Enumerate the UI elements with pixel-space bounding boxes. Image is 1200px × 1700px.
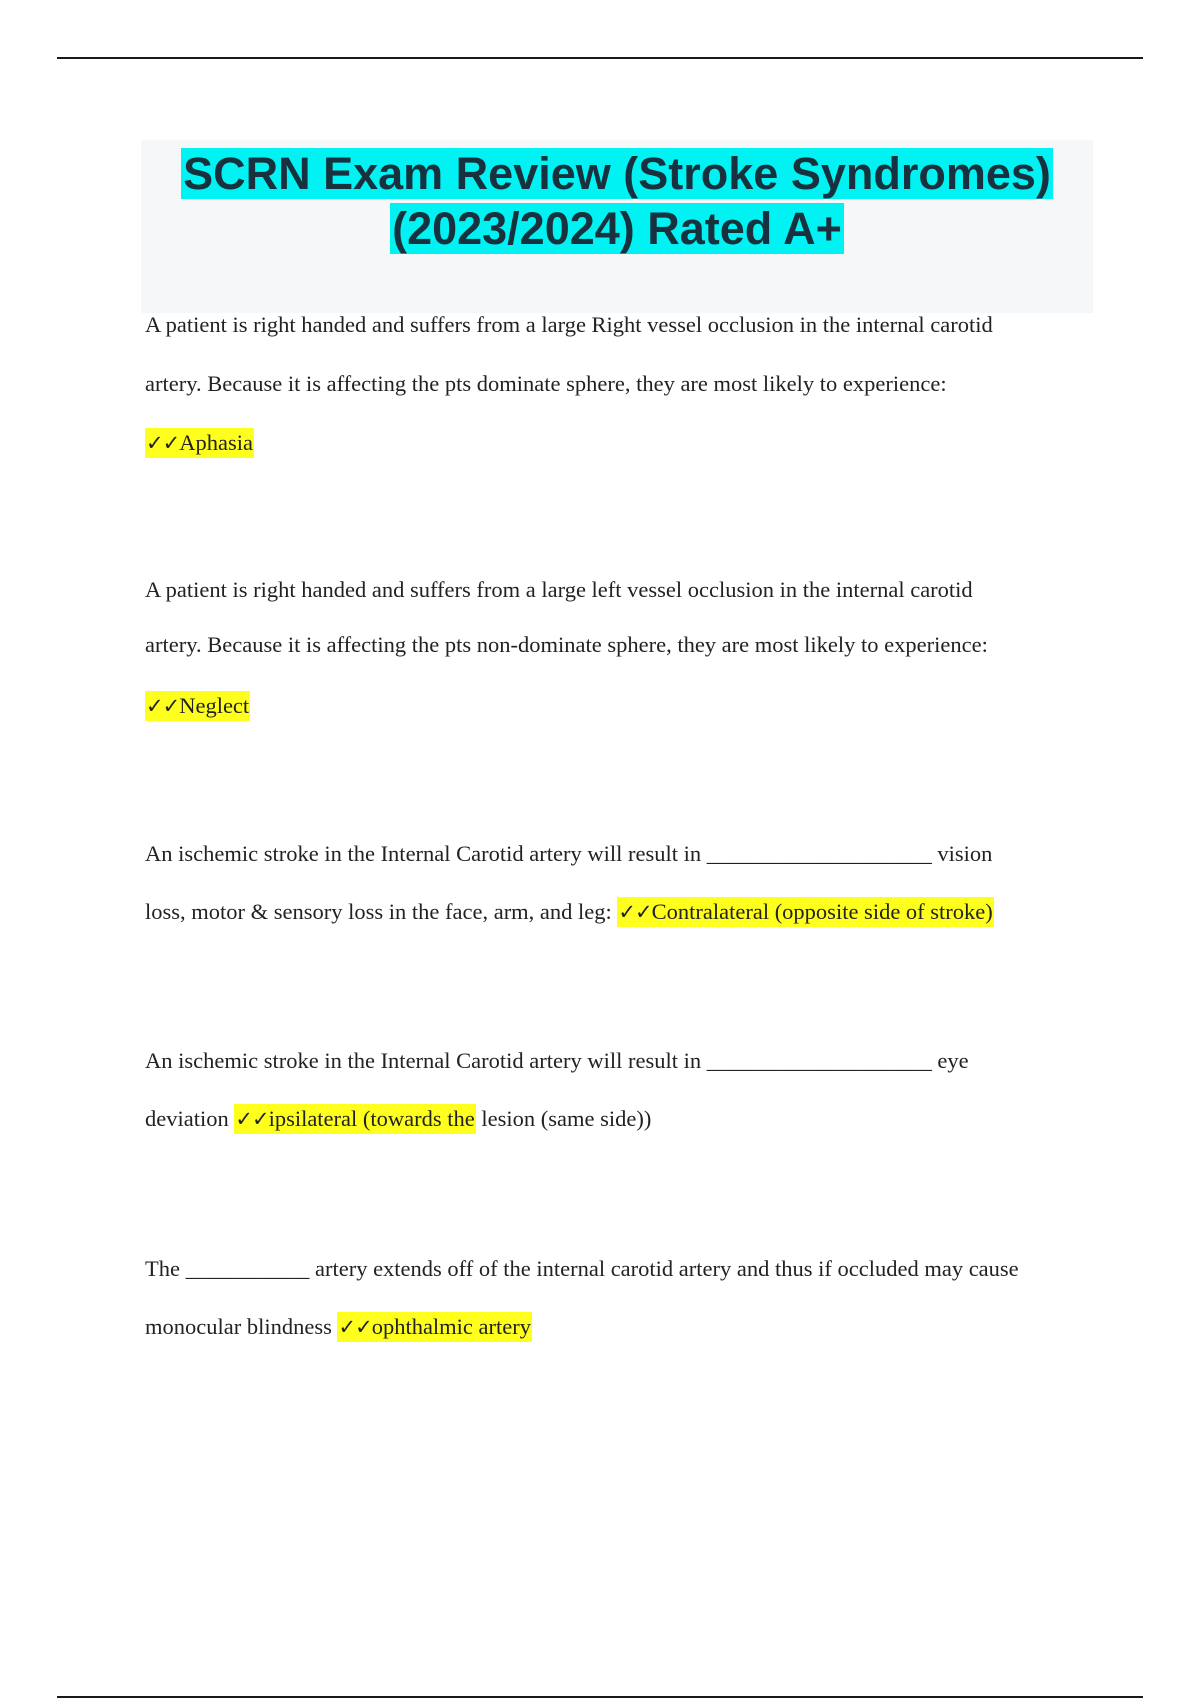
answer-highlight: [145, 691, 250, 721]
question-2: [145, 577, 1105, 719]
question-4-trailing-text: lesion (same side)): [481, 1106, 652, 1131]
answer-highlight: [234, 1104, 475, 1134]
question-1-line-1: A patient is right handed and suffers from a large Right vessel occlusion in the internal carotid: [145, 312, 993, 337]
question-4-text: deviation: [145, 1106, 229, 1131]
title-line-1: SCRN Exam Review (Stroke Syndromes): [183, 148, 1051, 199]
document-title: [141, 140, 1093, 256]
check-mark-icon: ✓✓: [338, 1315, 372, 1339]
answer-text: Neglect: [179, 693, 250, 718]
question-2-line-2: artery. Because it is affecting the pts non-dominate sphere, they are most likely to experience:: [145, 632, 988, 657]
answer-highlight: [145, 428, 254, 458]
question-2-line-1: A patient is right handed and suffers from a large left vessel occlusion in the internal carotid: [145, 577, 973, 602]
question-3-text: loss, motor & sensory loss in the face, arm, and leg:: [145, 899, 612, 924]
question-4-line-2: [145, 1106, 1105, 1132]
top-rule: [57, 57, 1143, 59]
title-block: [141, 140, 1093, 313]
question-5-line-2: [145, 1314, 1105, 1340]
question-3: [145, 841, 1105, 925]
answer-highlight: [337, 1312, 532, 1342]
answer-text: ophthalmic artery: [371, 1314, 532, 1339]
title-line-2: (2023/2024) Rated A+: [392, 203, 842, 254]
question-5-text: monocular blindness: [145, 1314, 332, 1339]
check-mark-icon: ✓✓: [146, 694, 180, 718]
bottom-rule: [57, 1696, 1143, 1698]
answer-highlight: [617, 897, 993, 927]
question-3-line-1: An ischemic stroke in the Internal Carotid artery will result in ____________________ vision: [145, 841, 993, 866]
question-1: [145, 312, 1105, 456]
question-2-answer-line: [145, 693, 1105, 719]
question-5-line-1: The ___________ artery extends off of the internal carotid artery and thus if occluded may cause: [145, 1256, 1019, 1281]
check-mark-icon: ✓✓: [235, 1107, 269, 1131]
check-mark-icon: ✓✓: [146, 431, 180, 455]
question-1-answer-line: [145, 430, 1105, 456]
question-1-line-2: artery. Because it is affecting the pts dominate sphere, they are most likely to experience:: [145, 371, 947, 396]
answer-text: Aphasia: [179, 430, 253, 455]
answer-text: ipsilateral (towards the: [268, 1106, 475, 1131]
question-4-line-1: An ischemic stroke in the Internal Carotid artery will result in ____________________ eye: [145, 1048, 969, 1073]
check-mark-icon: ✓✓: [618, 900, 652, 924]
question-4: [145, 1048, 1105, 1132]
question-5: [145, 1256, 1105, 1340]
question-3-line-2: [145, 899, 1105, 925]
answer-text: Contralateral (opposite side of stroke): [651, 899, 993, 924]
